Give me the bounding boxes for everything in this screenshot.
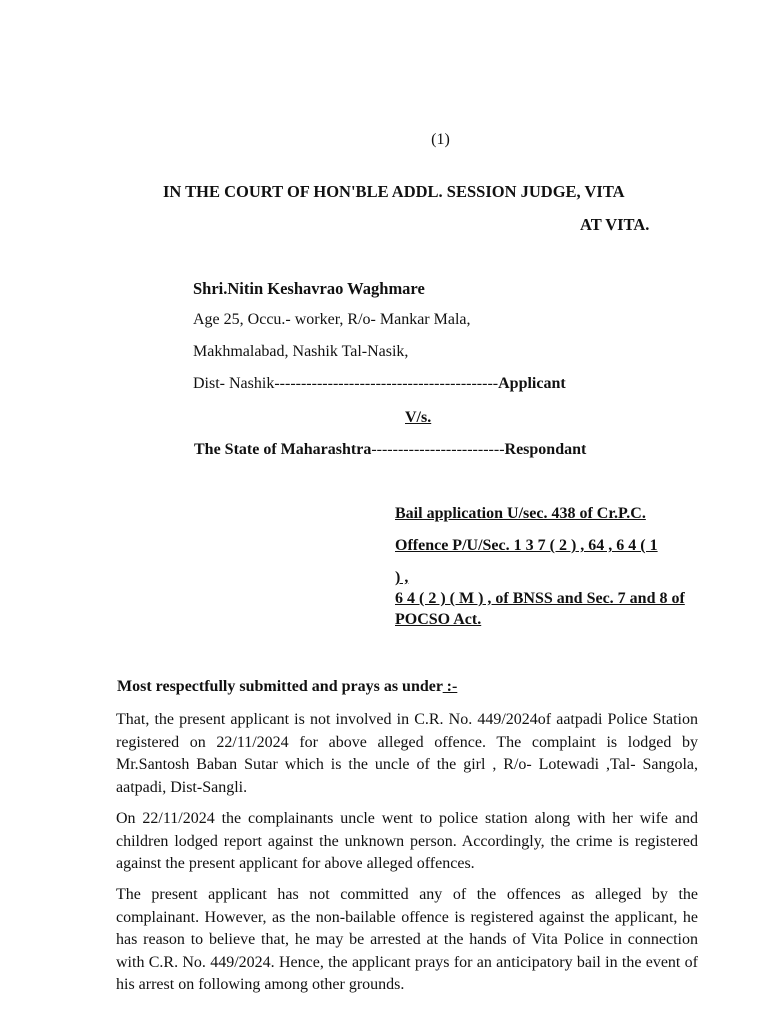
- subject-offence-line-1: Offence P/U/Sec. 1 3 7 ( 2 ) , 64 , 6 4 ( 1: [395, 537, 658, 554]
- intro-line: [117, 678, 457, 696]
- respondent-name: The State of Maharashtra: [194, 441, 372, 458]
- respondent-dashes: -------------------------: [371, 441, 505, 458]
- applicant-address-line-1: Age 25, Occu.- worker, R/o- Mankar Mala,: [193, 311, 471, 328]
- intro-suffix: :-: [442, 678, 458, 695]
- versus-label: V/s.: [405, 409, 432, 426]
- applicant-role: Applicant: [498, 375, 566, 392]
- applicant-district: Dist- Nashik------------------------------------------: [193, 375, 499, 392]
- paragraph-3: The present applicant has not committed any of the offences as alleged by the complainant. However, as the non-bailable offence is registered against the applicant, he has reason to believe that, he may be arrested at the hands of Vita Police in connection with C.R. No. 449/2024. Hence, the applicant prays for an anticipatory bail in the event of his arrest on following among other grounds.: [116, 886, 698, 993]
- intro-text: Most respectfully submitted and prays as under: [117, 678, 443, 695]
- court-place: AT VITA.: [580, 215, 650, 234]
- subject-offence-line-2: ) ,: [395, 569, 409, 586]
- respondent-role: Respondant: [504, 441, 587, 458]
- subject-offence: [395, 535, 705, 589]
- subject-offence-sections: 6 4 ( 2 ) ( M ) , of BNSS and Sec. 7 and 8 of POCSO Act.: [395, 590, 685, 628]
- paragraph-2: On 22/11/2024 the complainants uncle went to police station along with her wife and children lodged report against the unknown person. Accordingly, the crime is registered against the present applicant for above alleged offences.: [116, 810, 698, 872]
- applicant-address-line-2: Makhmalabad, Nashik Tal-Nasik,: [193, 343, 409, 360]
- subject-bail-application: Bail application U/sec. 438 of Cr.P.C.: [395, 505, 646, 522]
- paragraph-1: That, the present applicant is not involved in C.R. No. 449/2024of aatpadi Police Station registered on 22/11/2024 for above alleged offence. The complaint is lodged by Mr.Santosh Baban Sutar which is the uncle of the girl , R/o- Lotewadi ,Tal- Sangola, aatpadi, Dist-Sangli.: [116, 711, 698, 796]
- applicant-name: Shri.Nitin Keshavrao Waghmare: [193, 279, 425, 298]
- respondent-line: [194, 441, 586, 459]
- court-title: IN THE COURT OF HON'BLE ADDL. SESSION JUDGE, VITA: [163, 182, 625, 201]
- page-number: (1): [431, 131, 450, 148]
- applicant-address-line-3: [193, 375, 566, 393]
